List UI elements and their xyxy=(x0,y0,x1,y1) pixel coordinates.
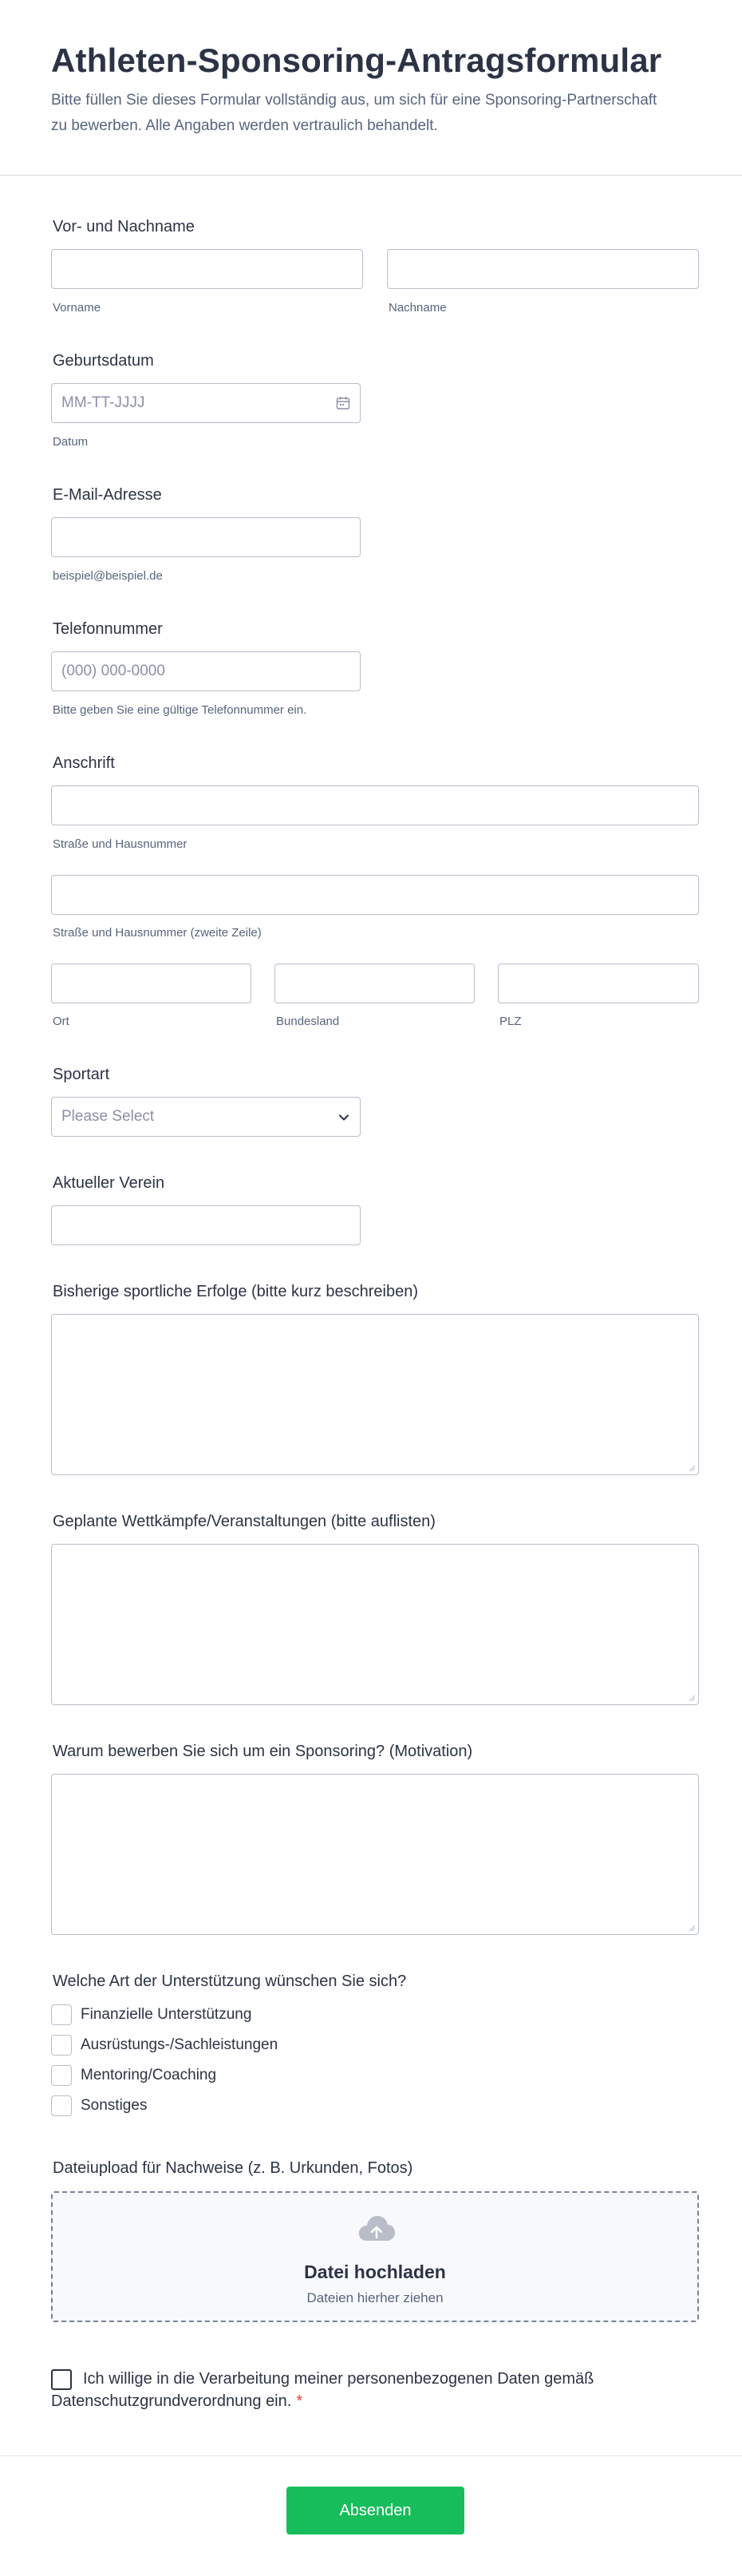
address-label: Anschrift xyxy=(53,754,115,772)
support-option-label: Ausrüstungs-/Sachleistungen xyxy=(81,2036,278,2053)
upload-subtitle: Dateien hierher ziehen xyxy=(306,2290,444,2305)
support-checkbox-equipment[interactable] xyxy=(51,2035,72,2056)
consent-text: Ich willige in die Verarbeitung meiner personenbezogenen Daten gemäß Datenschutzgrundverordnung ein. xyxy=(51,2370,594,2410)
submit-button[interactable]: Absenden xyxy=(286,2487,464,2534)
birthdate-input[interactable] xyxy=(51,383,361,423)
resize-handle-icon[interactable] xyxy=(688,1464,696,1472)
chevron-down-icon xyxy=(337,1111,350,1128)
first-name-input[interactable] xyxy=(51,249,363,289)
upload-label: Dateiupload für Nachweise (z. B. Urkunden, Fotos) xyxy=(53,2159,413,2177)
phone-label: Telefonnummer xyxy=(53,620,163,638)
street2-sublabel: Straße und Hausnummer (zweite Zeile) xyxy=(53,926,262,940)
support-option-label: Finanzielle Unterstützung xyxy=(81,2006,252,2023)
club-label: Aktueller Verein xyxy=(53,1174,165,1192)
competitions-textarea[interactable] xyxy=(51,1544,699,1705)
name-label: Vor- und Nachname xyxy=(53,218,195,235)
achievements-textarea[interactable] xyxy=(51,1314,699,1475)
birthdate-placeholder: MM-TT-JJJJ xyxy=(61,394,145,411)
sport-select-value: Please Select xyxy=(61,1108,155,1125)
support-checkbox-other[interactable] xyxy=(51,2095,72,2116)
state-sublabel: Bundesland xyxy=(276,1015,340,1028)
phone-sublabel: Bitte geben Sie eine gültige Telefonnummer ein. xyxy=(53,703,307,717)
footer-divider xyxy=(0,2455,742,2456)
support-option-label: Sonstiges xyxy=(81,2097,148,2114)
support-checkbox-financial[interactable] xyxy=(51,2004,72,2025)
phone-input[interactable] xyxy=(51,651,361,691)
achievements-label: Bisherige sportliche Erfolge (bitte kurz beschreiben) xyxy=(53,1283,418,1300)
email-sublabel: beispiel@beispiel.de xyxy=(53,569,163,583)
support-option-label: Mentoring/Coaching xyxy=(81,2067,217,2083)
sport-select[interactable] xyxy=(51,1097,361,1137)
motivation-label: Warum bewerben Sie sich um ein Sponsoring? (Motivation) xyxy=(53,1743,473,1760)
email-label: E-Mail-Adresse xyxy=(53,486,162,504)
file-upload-dropzone[interactable] xyxy=(51,2191,699,2322)
phone-placeholder: (000) 000-0000 xyxy=(61,663,165,679)
city-input[interactable] xyxy=(51,964,251,1003)
competitions-label: Geplante Wettkämpfe/Veranstaltungen (bitte auflisten) xyxy=(53,1513,436,1530)
support-checkbox-mentoring[interactable] xyxy=(51,2065,72,2086)
consent-label xyxy=(51,2368,657,2412)
motivation-textarea[interactable] xyxy=(51,1774,699,1935)
last-name-input[interactable] xyxy=(387,249,699,289)
zip-input[interactable] xyxy=(498,964,699,1003)
city-sublabel: Ort xyxy=(53,1015,69,1028)
sport-label: Sportart xyxy=(53,1066,110,1083)
form-title: Athleten-Sponsoring-Antragsformular xyxy=(51,42,662,79)
state-input[interactable] xyxy=(274,964,475,1003)
first-name-sublabel: Vorname xyxy=(53,301,101,315)
street-sublabel: Straße und Hausnummer xyxy=(53,837,187,851)
last-name-sublabel: Nachname xyxy=(389,301,447,315)
form-header xyxy=(0,0,742,176)
upload-title: Datei hochladen xyxy=(304,2261,446,2282)
resize-handle-icon[interactable] xyxy=(688,1694,696,1702)
birthdate-label: Geburtsdatum xyxy=(53,352,154,370)
cloud-upload-icon xyxy=(357,2214,396,2248)
zip-sublabel: PLZ xyxy=(499,1015,522,1028)
birthdate-sublabel: Datum xyxy=(53,435,89,449)
support-label: Welche Art der Unterstützung wünschen Sie sich? xyxy=(53,1973,407,1990)
calendar-icon[interactable] xyxy=(336,396,350,414)
resize-handle-icon[interactable] xyxy=(688,1924,696,1932)
form-subtitle: Bitte füllen Sie dieses Formular vollständig aus, um sich für eine Sponsoring-Partnerschaft zu bewerben. Alle Angaben werden vertraulich behandelt. xyxy=(51,92,657,134)
required-mark: * xyxy=(296,2392,303,2410)
street-input[interactable] xyxy=(51,785,699,825)
street2-input[interactable] xyxy=(51,875,699,915)
club-input[interactable] xyxy=(51,1205,361,1245)
email-input[interactable] xyxy=(51,517,361,557)
